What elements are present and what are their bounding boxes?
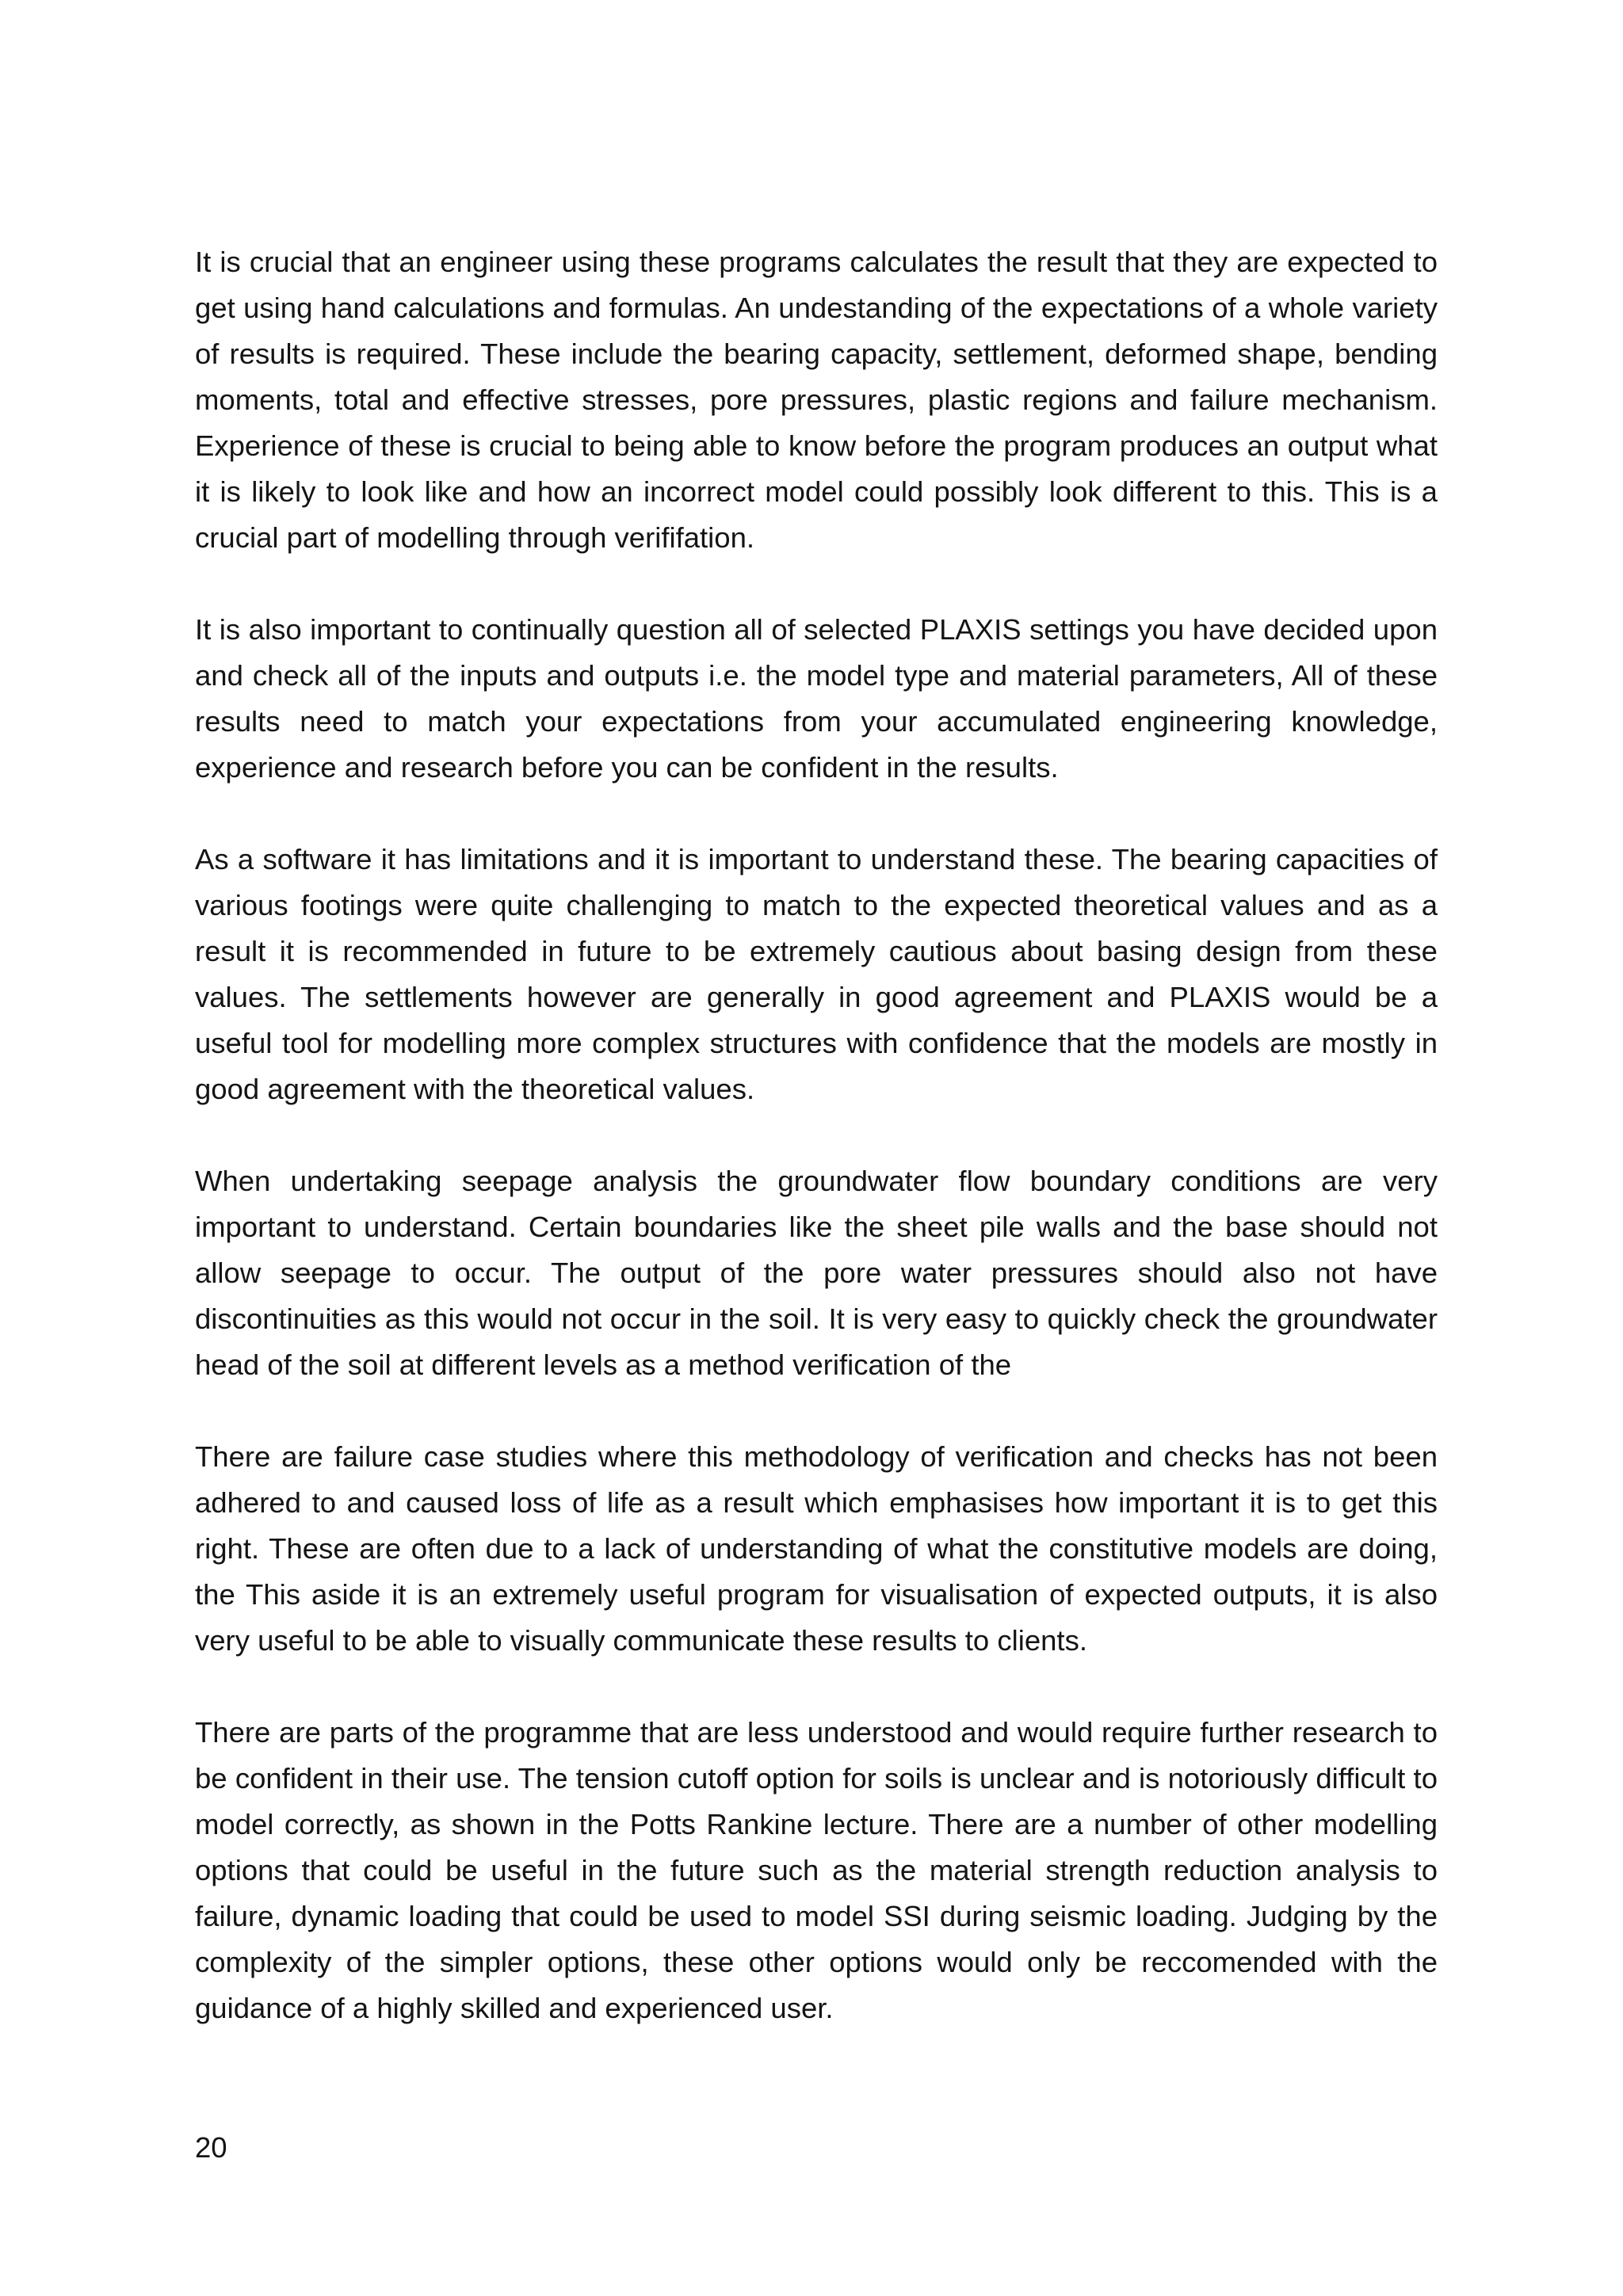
paragraph-further-research: There are parts of the programme that are less understood and would require further research to be confident in their use. The tension cutoff option for soils is unclear and is notoriously difficult to model correctly, as shown in the Potts Rankine lecture. There are a number of other modelling options that could be useful in the future such as the material strength reduction analysis to failure, dynamic loading that could be used to model SSI during seismic loading. Judging by the complexity of the simpler options, these other options would only be reccomended with the guidance of a highly skilled and experienced user.: [195, 1716, 1438, 2024]
paragraph-question-settings: It is also important to continually question all of selected PLAXIS settings you have decided upon and check all of the inputs and outputs i.e. the model type and material parameters, All of these results need to match your expectations from your accumulated engineering knowledge, experience and research before you can be confident in the results.: [195, 613, 1438, 784]
page-number: 20: [195, 2131, 227, 2164]
body-text: [195, 239, 1438, 2077]
paragraph-seepage-analysis: When undertaking seepage analysis the groundwater flow boundary conditions are very important to understand. Certain boundaries like the sheet pile walls and the base should not allow seepage to occur. The output of the pore water pressures should also not have discontinuities as this would not occur in the soil. It is very easy to quickly check the groundwater head of the soil at different levels as a method verification of the: [195, 1165, 1438, 1381]
paragraph-software-limitations: As a software it has limitations and it is important to understand these. The bearing capacities of various footings were quite challenging to match to the expected theoretical values and as a result it is recommended in future to be extremely cautious about basing design from these values. The settlements however are generally in good agreement and PLAXIS would be a useful tool for modelling more complex structures with confidence that the models are mostly in good agreement with the theoretical values.: [195, 843, 1438, 1105]
paragraph-failure-case-studies: There are failure case studies where this methodology of verification and checks has not been adhered to and caused loss of life as a result which emphasises how important it is to get this right. These are often due to a lack of understanding of what the constitutive models are doing, the This aside it is an extremely useful program for visualisation of expected outputs, it is also very useful to be able to visually communicate these results to clients.: [195, 1440, 1438, 1657]
paragraph-verification-expectations: It is crucial that an engineer using these programs calculates the result that they are expected to get using hand calculations and formulas. An undestanding of the expectations of a whole variety of results is required. These include the bearing capacity, settlement, deformed shape, bending moments, total and effective stresses, pore pressures, plastic regions and failure mechanism. Experience of these is crucial to being able to know before the program produces an output what it is likely to look like and how an incorrect model could possibly look different to this. This is a crucial part of modelling through verififation.: [195, 246, 1438, 554]
